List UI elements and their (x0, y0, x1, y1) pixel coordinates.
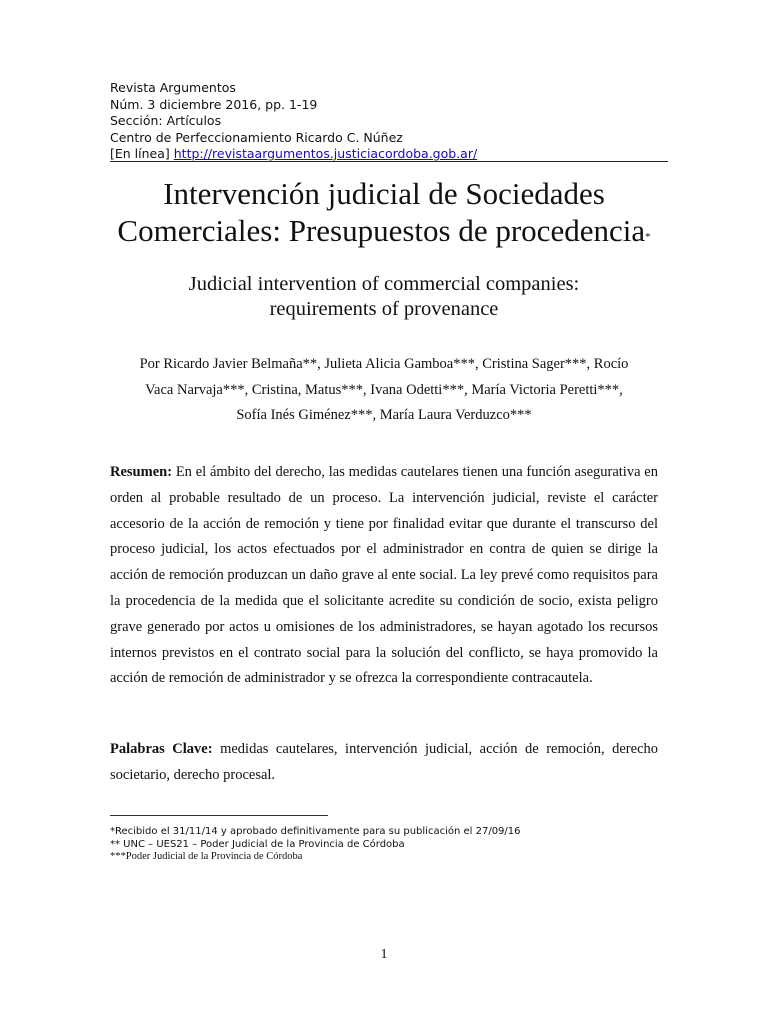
abstract-text: En el ámbito del derecho, las medidas cautelares tienen una función asegurativa en orden al probable resultado de un proceso. La intervención judicial, reviste el carácter accesorio de la acción de remoción y tiene por finalidad evitar que durante el transcurso del proceso judicial, los actos efectuados por el administrador en contra de quien se dirige la acción de remoción produzcan un daño grave al ente social. La ley prevé como requisitos para la procedencia de la medida que el solicitante acredite su condición de socio, exista peligro grave generado por actos u omisiones de los administradores, se hayan agotado los recursos internos previstos en el contrato social para la solución del conflicto, se haya promovido la acción de remoción de administrador y se ofrezca la correspondiente contracautela. (110, 464, 658, 687)
title-line-1: Intervención judicial de Sociedades (163, 176, 605, 211)
footnote-affiliation-1: ** UNC – UES21 – Poder Judicial de la Provincia de Córdoba (110, 838, 405, 850)
article-subtitle (80, 272, 688, 322)
title-footnote-marker: * (645, 231, 651, 243)
footnote-received: *Recibido el 31/11/14 y aprobado definitivamente para su publicación el 27/09/16 (110, 826, 521, 837)
center-info: Centro de Perfeccionamiento Ricardo C. Núñez (110, 129, 403, 145)
abstract-label: Resumen: (110, 464, 173, 480)
article-title (80, 175, 688, 257)
journal-header (110, 80, 477, 163)
keywords-label: Palabras Clave: (110, 741, 213, 757)
page-number: 1 (380, 947, 388, 962)
authors-line-1: Por Ricardo Javier Belmaña**, Julieta Alicia Gamboa***, Cristina Sager***, Rocío (139, 356, 629, 372)
footnotes (110, 826, 521, 864)
footnote-divider (110, 815, 328, 816)
authors-line-2: Vaca Narvaja***, Cristina, Matus***, Ivana Odetti***, María Victoria Peretti***, (145, 381, 623, 398)
subtitle-line-2: requirements of provenance (269, 298, 499, 320)
author-list (100, 352, 668, 429)
journal-url-link[interactable]: http://revistaargumentos.justiciacordoba.gob.ar/ (173, 146, 478, 161)
section-info: Sección: Artículos (110, 113, 222, 128)
journal-name: Revista Argumentos (110, 80, 236, 95)
title-line-2: Comerciales: Presupuestos de procedencia (117, 213, 646, 248)
abstract-paragraph (110, 460, 658, 692)
authors-line-3: Sofía Inés Giménez***, María Laura Verduzco*** (236, 407, 532, 423)
issue-info: Núm. 3 diciembre 2016, pp. 1-19 (110, 96, 318, 112)
subtitle-line-1: Judicial intervention of commercial companies: (188, 273, 580, 295)
header-divider (110, 161, 668, 162)
footnote-affiliation-2: ***Poder Judicial de la Provincia de Córdoba (110, 851, 303, 862)
keywords-text: medidas cautelares, intervención judicial, acción de remoción, derecho societario, derecho procesal. (110, 741, 659, 783)
keywords-paragraph (110, 737, 658, 789)
online-label: [En línea] (110, 146, 170, 161)
